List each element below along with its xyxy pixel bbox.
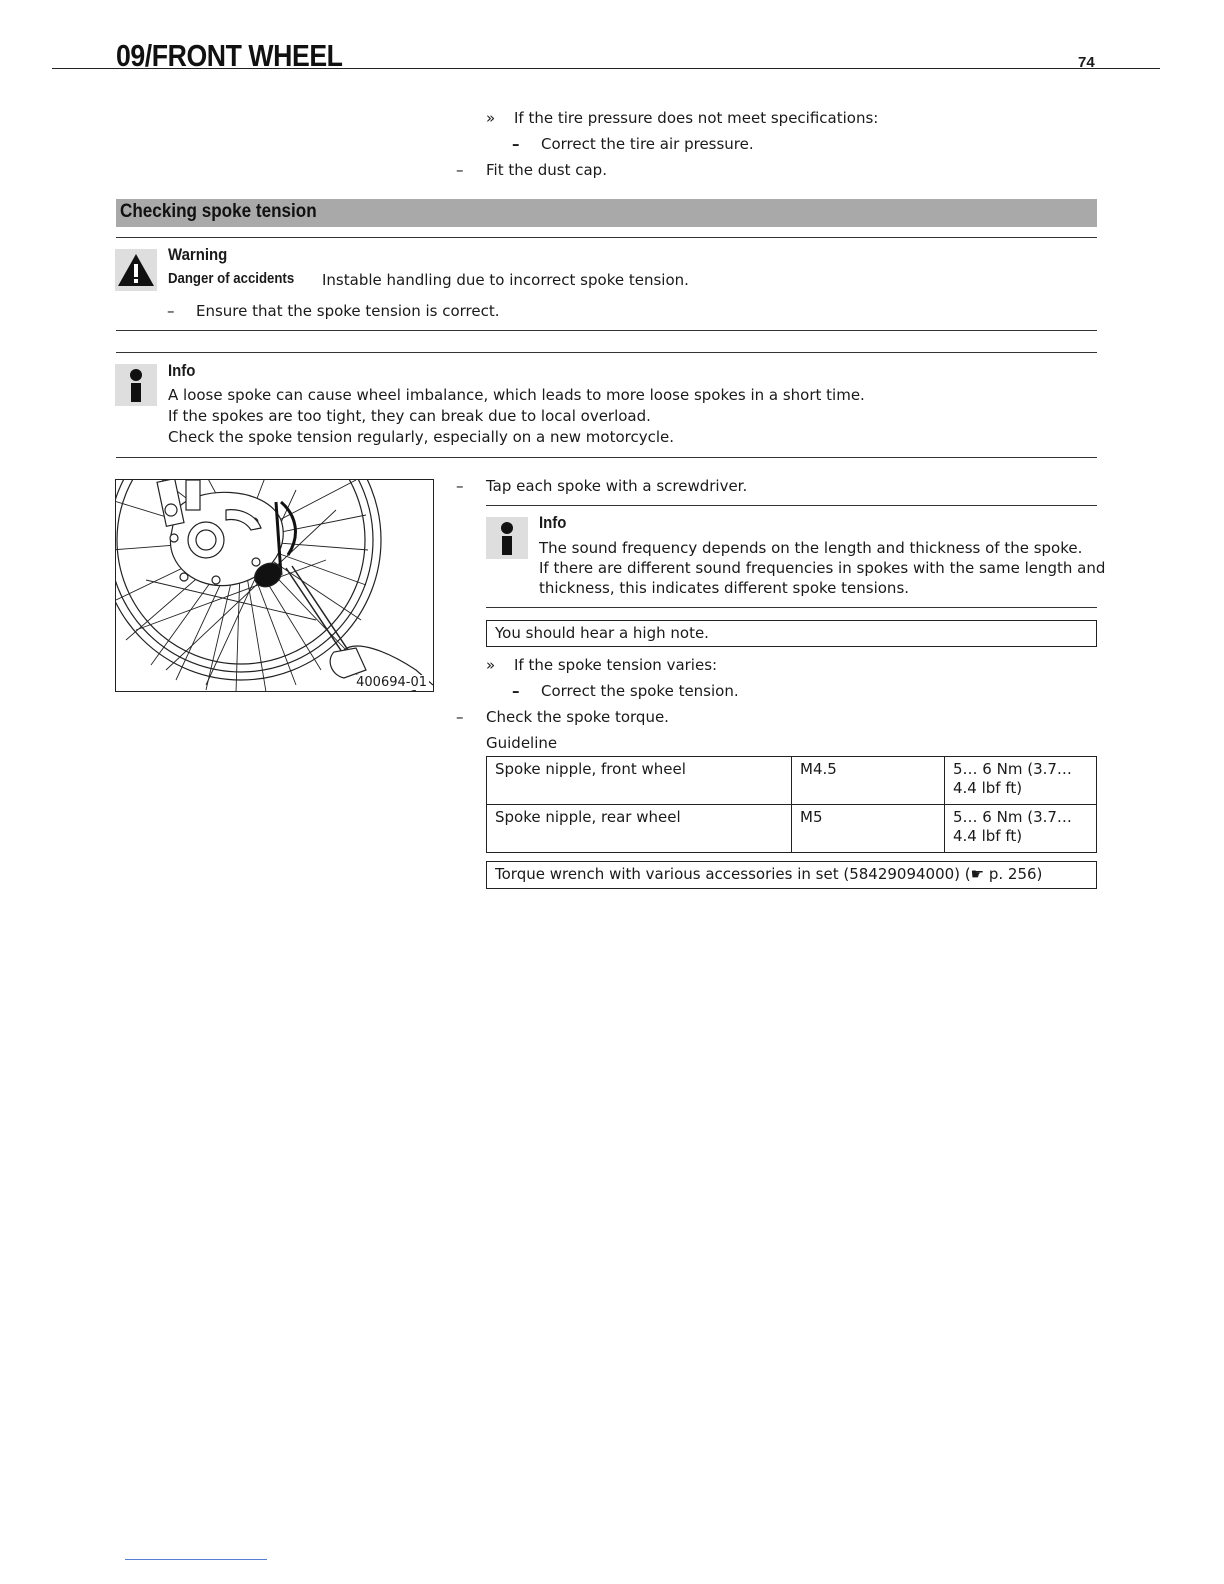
- step-dash: –: [456, 708, 464, 726]
- warning-icon: [115, 249, 157, 291]
- table-cell-torque: [945, 805, 1097, 853]
- info-line: A loose spoke can cause wheel imbalance, which leads to more loose spokes in a short time.: [168, 386, 865, 404]
- tap-spoke-step: Tap each spoke with a screwdriver.: [486, 477, 748, 495]
- result-marker: »: [486, 656, 496, 674]
- spoke-tension-condition: If the spoke tension varies:: [514, 656, 718, 674]
- table-cell-thread: M4.5: [792, 757, 945, 805]
- footer-link-underline: [125, 1559, 267, 1560]
- info-bottom-rule: [116, 457, 1097, 458]
- torque-value-line: 4.4 lbf ft): [953, 779, 1023, 797]
- correct-pressure-action: Correct the tire air pressure.: [541, 135, 754, 153]
- hazard-text: Instable handling due to incorrect spoke tension.: [322, 271, 689, 289]
- warning-top-rule: [116, 237, 1097, 238]
- info-line: If the spokes are too tight, they can break due to local overload.: [168, 407, 651, 425]
- procedure-info-heading: Info: [539, 513, 567, 532]
- procedure-info-line: thickness, this indicates different spoke tensions.: [539, 579, 910, 597]
- figure-label: 400694-01: [356, 675, 427, 690]
- procedure-info-top-rule: [486, 505, 1097, 506]
- fit-dust-cap-step: Fit the dust cap.: [486, 161, 607, 179]
- info-heading: Info: [168, 361, 196, 380]
- torque-value-line: 5… 6 Nm (3.7…: [953, 760, 1072, 778]
- warning-bottom-rule: [116, 330, 1097, 331]
- warning-dash: –: [167, 302, 175, 320]
- tire-pressure-condition: If the tire pressure does not meet specifications:: [514, 109, 879, 127]
- table-cell-part: Spoke nipple, front wheel: [487, 757, 792, 805]
- guideline-label: Guideline: [486, 734, 558, 752]
- correct-tension-action: Correct the spoke tension.: [541, 682, 739, 700]
- result-marker: »: [486, 109, 496, 127]
- torque-value-line: 5… 6 Nm (3.7…: [953, 808, 1072, 826]
- expected-result-box: You should hear a high note.: [486, 620, 1097, 647]
- section-title: Checking spoke tension: [120, 201, 317, 222]
- procedure-info-line: The sound frequency depends on the length and thickness of the spoke.: [539, 539, 1083, 557]
- table-row: [487, 757, 1097, 805]
- hazard-label: Danger of accidents: [168, 270, 295, 287]
- procedure-info-bottom-rule: [486, 607, 1097, 608]
- torque-value-line: 4.4 lbf ft): [953, 827, 1023, 845]
- step-dash: –: [456, 477, 464, 495]
- check-torque-step: Check the spoke torque.: [486, 708, 669, 726]
- warning-instruction: Ensure that the spoke tension is correct.: [196, 302, 500, 320]
- info-line: Check the spoke tension regularly, especially on a new motorcycle.: [168, 428, 674, 446]
- spoke-tap-illustration: [115, 479, 434, 692]
- header-rule: [52, 68, 1160, 69]
- info-top-rule: [116, 352, 1097, 353]
- action-dash: –: [512, 135, 520, 153]
- chapter-title: 09/FRONT WHEEL: [116, 38, 343, 73]
- table-row: [487, 805, 1097, 853]
- procedure-info-line: If there are different sound frequencies in spokes with the same length and: [539, 559, 1106, 577]
- table-cell-part: Spoke nipple, rear wheel: [487, 805, 792, 853]
- warning-heading: Warning: [168, 245, 228, 264]
- tool-reference-box: Torque wrench with various accessories in set (58429094000) (☛ p. 256): [486, 861, 1097, 889]
- table-cell-thread: M5: [792, 805, 945, 853]
- info-icon: [115, 364, 157, 406]
- info-icon: [486, 517, 528, 559]
- action-dash: –: [512, 682, 520, 700]
- table-cell-torque: [945, 757, 1097, 805]
- torque-spec-table: [486, 756, 1097, 853]
- page-number: 74: [1078, 54, 1095, 71]
- step-dash: –: [456, 161, 464, 179]
